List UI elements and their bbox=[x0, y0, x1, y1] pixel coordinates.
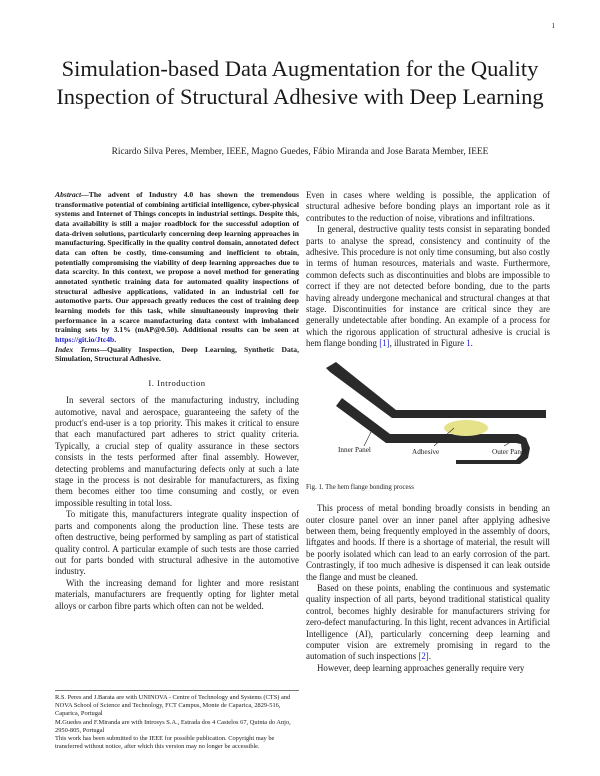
figure-hem-flange bbox=[306, 358, 550, 478]
intro-paragraph-1: In several sectors of the manufacturing industry, including automotive, naval and aerospace, guaranteeing the safety of the product's end-user is a top priority. This makes it critical to ensure that each manufactured part adheres to strict quality criteria. Typically, a crucial step of quality assurance in these sectors consists in the tests performed after final assembly. However, detecting problems and manufacturing defects only at such a late stage in the process is not desirable for manufacturers, as fixing them becomes either too time consuming and costly, or even impossible resulting in total loss. bbox=[55, 395, 299, 508]
paper-title: Simulation-based Data Augmentation for the Quality Inspection of Structural Adhesive with Deep Learning bbox=[56, 56, 544, 109]
body-paragraph-5: However, deep learning approaches generally require very bbox=[317, 662, 525, 673]
figure-link-1[interactable]: 1 bbox=[466, 338, 471, 349]
label-inner-panel: Inner Panel bbox=[338, 445, 371, 454]
body-paragraph-2-end: . bbox=[470, 338, 473, 349]
section-heading-introduction: I. Introduction bbox=[148, 377, 206, 388]
citation-link-1[interactable]: [1] bbox=[379, 338, 390, 349]
index-terms-text: —Quality Inspection, Deep Learning, Synthetic Data, Simulation, Structural Adhesive. bbox=[55, 344, 300, 364]
right-column bbox=[306, 190, 550, 674]
adhesive-bead bbox=[444, 420, 488, 436]
body-paragraph-3: This process of metal bonding broadly consists in bending an outer closure panel over an inner panel after applying adhesive between them, being frequently employed in the assembly of doors, liftgates and hoods. If there is a shortage of material, the result will be poorly isolated which can lead to an early corrosion of the part. Contrastingly, if too much adhesive is dispensed it can leak outside the flange and must be cleaned. bbox=[306, 503, 550, 582]
footnote-affiliation-2: M.Guedes and F.Miranda are with Introsys S.A., Estrada dos 4 Castelos 67, Quinta do Anjo, 2950-805, Portugal bbox=[55, 718, 291, 734]
body-paragraph-2-text-b: , illustrated in Figure bbox=[389, 338, 467, 349]
body-paragraph-1: Even in cases where welding is possible, the application of structural adhesive before bonding plays an important role as it contributes to the reduction of noise, vibrations and infiltrations. bbox=[306, 190, 550, 223]
author-list: Ricardo Silva Peres, Member, IEEE, Magno Guedes, Fábio Miranda and Jose Barata Member, IEEE bbox=[111, 147, 489, 157]
intro-paragraph-2: To mitigate this, manufacturers integrate quality inspection of parts and components along the production line. These tests are often destructive, being performed by sampling as part of statistical quality control. A particular example of such tests are those carried out for parts bonded with structural adhesive in the automotive industry. bbox=[55, 509, 299, 577]
citation-link-2[interactable]: [2] bbox=[418, 651, 429, 662]
abstract-text: —The advent of Industry 4.0 has shown the tremendous transformative potential of combining artificial intelligence, cyber-physical systems and Internet of Things concepts in industrial settings. Despite this, data availability is still a major roadblock for the successful adoption of data-driven solutions, particularly concerning deep learning approaches in manufacturing. Specifically in the quality control domain, annotated defect data can often be costly, time-consuming and inefficient to obtain, potentially compromising the viability of deep learning approaches due to data scarcity. In this context, we propose a novel method for generating annotated synthetic training data for automated quality inspections of structural adhesive applications, validated in an industrial cell for automotive parts. Our approach greatly reduces the cost of training deep learning models for this task, while simultaneously improving their performance in a scarce manufacturing data context with imbalanced training sets by 3.1% (mAP@0.50). Additional results can be seen at bbox=[55, 190, 299, 335]
index-terms bbox=[55, 345, 299, 364]
footnote-affiliation-1: R.S. Peres and J.Barata are with UNINOVA - Centre of Technology and Systems (CTS) and NOVA School of Science and Technology, FCT Campus, Monte de Caparica, 2829-516, Caparica, Portugal bbox=[55, 694, 291, 718]
supplementary-link[interactable]: https://git.io/Jtc4b bbox=[55, 334, 115, 344]
page-number: 1 bbox=[551, 22, 555, 30]
intro-paragraph-3: With the increasing demand for lighter and more resistant materials, manufacturers are frequently opting for lighter metal alloys or carbon fibre parts which often can not be welded. bbox=[55, 577, 299, 611]
abstract-label: Abstract bbox=[55, 190, 82, 199]
inner-panel-shape bbox=[326, 362, 546, 418]
label-outer-panel: Outer Panel bbox=[492, 447, 527, 456]
abstract bbox=[55, 190, 299, 345]
body-paragraph-4-end: . bbox=[428, 651, 431, 662]
hem-flange-diagram bbox=[306, 358, 550, 478]
body-paragraph-2 bbox=[306, 224, 550, 349]
body-paragraph-2-text: In general, destructive quality tests consist in separating bonded parts to analyse the spread, consistency and continuity of the adhesive. This procedure is not only time consuming, but also costly in terms of human resources, materials and waste. Furthermore, common defects such as discontinuities and blobs are impossible to correct if they are not detected before bonding, due to the parts having already undergone mechanical and structural changes at that stage. Discontinuities for instance are critical since they are generally undetectable after bonding. An example of a process for which the rigorous application of structural adhesive is crucial is hem flange bonding bbox=[306, 224, 550, 349]
figure-caption: Fig. 1. The hem flange bonding process bbox=[306, 483, 414, 491]
left-column bbox=[55, 190, 299, 612]
label-adhesive: Adhesive bbox=[412, 447, 440, 456]
body-paragraph-4 bbox=[306, 583, 550, 663]
index-terms-label: Index Terms bbox=[55, 344, 100, 354]
footnotes bbox=[55, 690, 299, 751]
body-paragraph-4-text: Based on these points, enabling the continuous and systematic quality inspection of all parts, beyond traditional statistical quality control, becomes highly desirable for manufacturers striving for zero-defect manufacturing. In this light, recent advances in Artificial Intelligence (AI), particularly concerning deep learning and computer vision are extremely promising in regard to the automation of such inspections bbox=[306, 582, 550, 662]
abstract-end: . bbox=[114, 334, 117, 344]
footnote-copyright: This work has been submitted to the IEEE for possible publication. Copyright may be transferred without notice, after which this version may no longer be accessible. bbox=[55, 735, 275, 751]
